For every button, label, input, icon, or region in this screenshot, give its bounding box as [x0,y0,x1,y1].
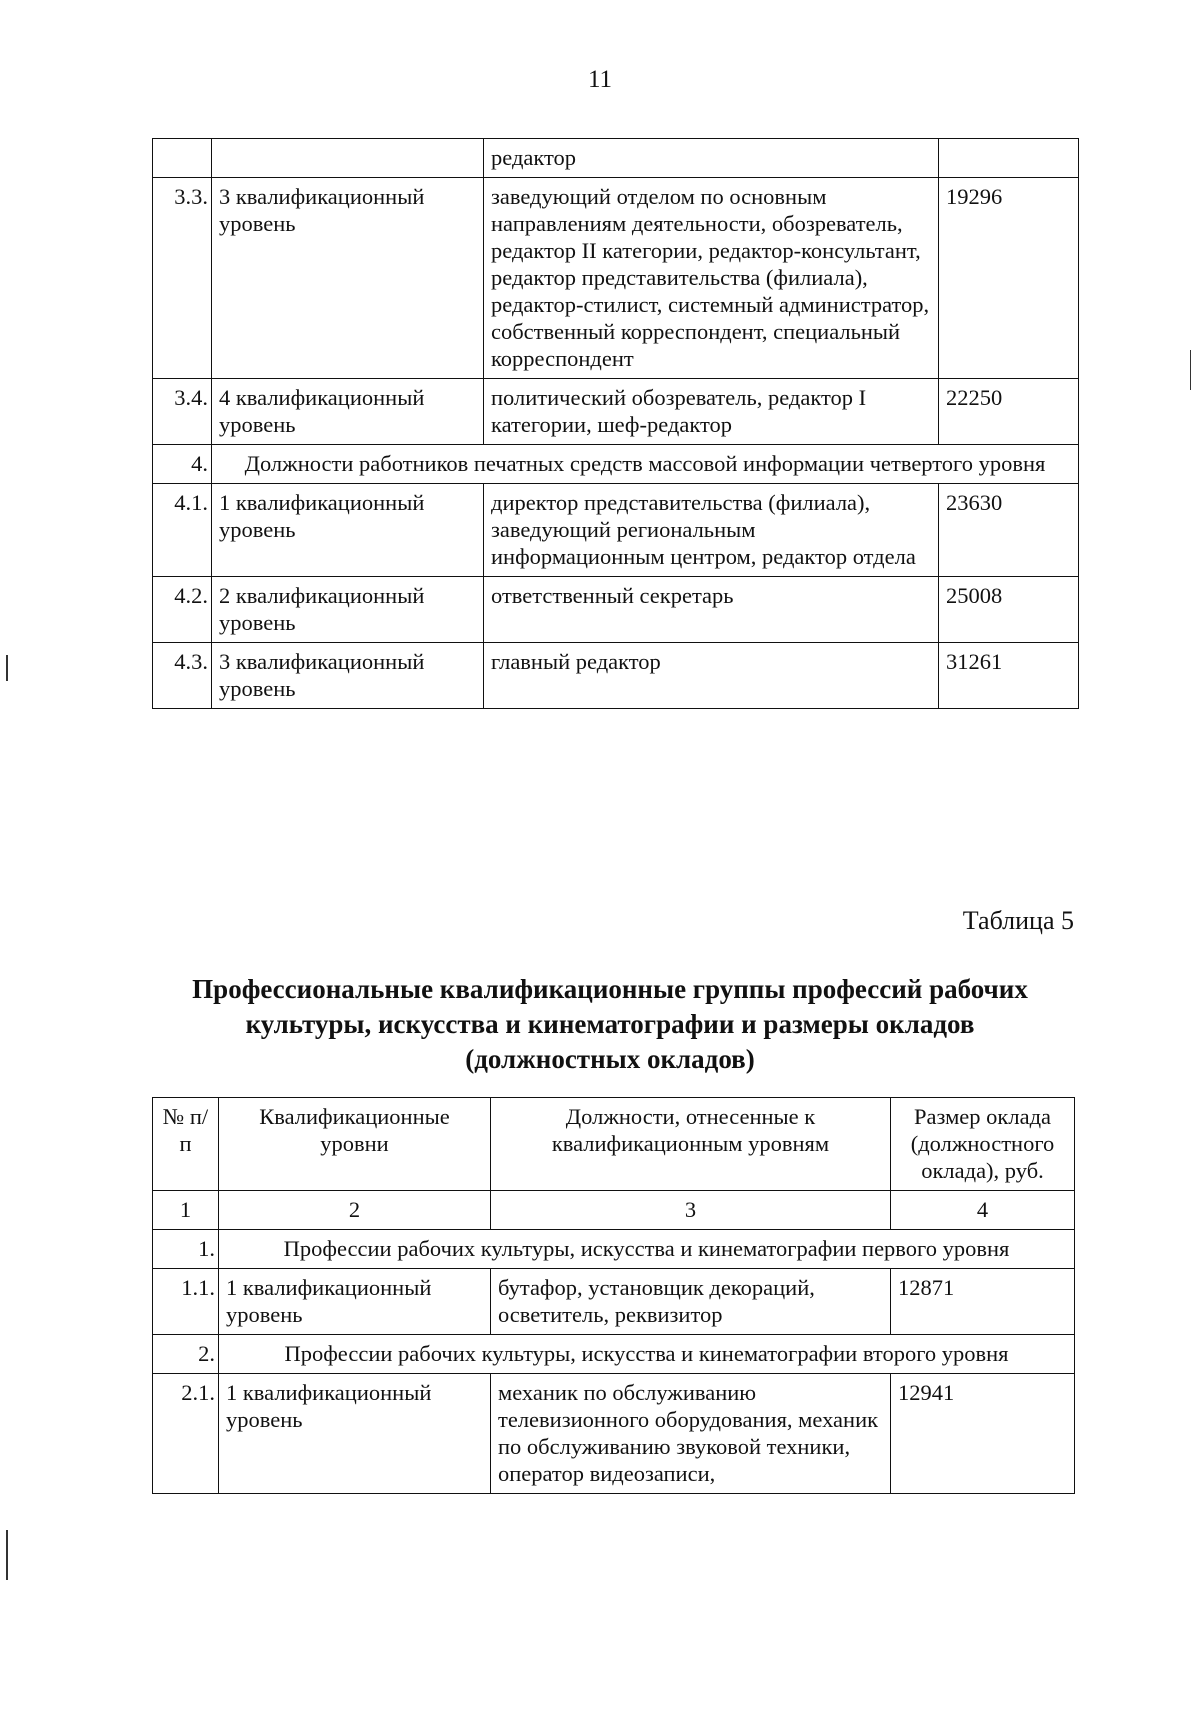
qualification-level [212,139,484,178]
row-number: 4. [153,445,212,484]
table-row [153,178,1079,379]
qualification-level: 3 квалификационный уровень [212,643,484,709]
title-line: культуры, искусства и кинематографии и размеры окладов [245,1009,975,1039]
section-title: Профессии рабочих культуры, искусства и кинематографии первого уровня [219,1230,1075,1269]
table-row [153,577,1079,643]
qualification-level: 3 квалификационный уровень [212,178,484,379]
qualification-level: 1 квалификационный уровень [212,484,484,577]
header-num: № п/п [153,1098,219,1191]
salary [939,139,1079,178]
table-5 [152,1097,1075,1494]
salary: 31261 [939,643,1079,709]
header-row [153,1098,1075,1191]
column-number: 4 [891,1191,1075,1230]
qualification-level: 1 квалификационный уровень [219,1269,491,1335]
salary: 22250 [939,379,1079,445]
salary: 12871 [891,1269,1075,1335]
title-line: Профессиональные квалификационные группы профессий рабочих [192,974,1028,1004]
column-number: 1 [153,1191,219,1230]
header-level: Квалификационные уровни [219,1098,491,1191]
title-line: (должностных окладов) [465,1044,755,1074]
positions: бутафор, установщик декораций, осветитель, реквизитор [491,1269,891,1335]
column-number: 3 [491,1191,891,1230]
scan-margin-mark [6,655,8,681]
column-number-row [153,1191,1075,1230]
column-number: 2 [219,1191,491,1230]
header-positions: Должности, отнесенные к квалификационным уровням [491,1098,891,1191]
row-number: 1. [153,1230,219,1269]
section-row [153,445,1079,484]
qualification-level: 2 квалификационный уровень [212,577,484,643]
header-salary: Размер оклада (должностного оклада), руб. [891,1098,1075,1191]
section-row [153,1335,1075,1374]
scan-margin-mark [6,1530,8,1580]
positions: заведующий отделом по основным направлениям деятельности, обозреватель, редактор II категории, редактор-консультант, редактор представительства (филиала), редактор-стилист, системный администратор, собственный корреспондент, специальный корреспондент [484,178,939,379]
positions: главный редактор [484,643,939,709]
qualification-level: 1 квалификационный уровень [219,1374,491,1494]
row-number: 4.2. [153,577,212,643]
table-b-body [153,1230,1075,1494]
salary: 25008 [939,577,1079,643]
row-number: 4.1. [153,484,212,577]
positions: директор представительства (филиала), заведующий региональным информационным центром, редактор отдела [484,484,939,577]
section-title: Должности работников печатных средств массовой информации четвертого уровня [212,445,1079,484]
table-row [153,643,1079,709]
positions: редактор [484,139,939,178]
positions: политический обозреватель, редактор I категории, шеф-редактор [484,379,939,445]
salary: 23630 [939,484,1079,577]
positions: ответственный секретарь [484,577,939,643]
table-row [153,1374,1075,1494]
scan-margin-mark [1190,350,1191,390]
section-title: Профессии рабочих культуры, искусства и кинематографии второго уровня [219,1335,1075,1374]
table-row [153,1269,1075,1335]
section-row [153,1230,1075,1269]
table-row [153,484,1079,577]
row-number: 3.4. [153,379,212,445]
row-number [153,139,212,178]
salary: 19296 [939,178,1079,379]
table-a-body [153,139,1079,709]
table-caption: Таблица 5 [962,906,1074,935]
row-number: 2.1. [153,1374,219,1494]
row-number: 2. [153,1335,219,1374]
row-number: 4.3. [153,643,212,709]
table-row [153,379,1079,445]
row-number: 3.3. [153,178,212,379]
qualification-level: 4 квалификационный уровень [212,379,484,445]
positions-table-continued [152,138,1079,709]
table-5-title [150,972,1070,1077]
row-number: 1.1. [153,1269,219,1335]
page-number: 11 [587,66,613,93]
table-row [153,139,1079,178]
positions: механик по обслуживанию телевизионного оборудования, механик по обслуживанию звуковой техники, оператор видеозаписи, [491,1374,891,1494]
salary: 12941 [891,1374,1075,1494]
